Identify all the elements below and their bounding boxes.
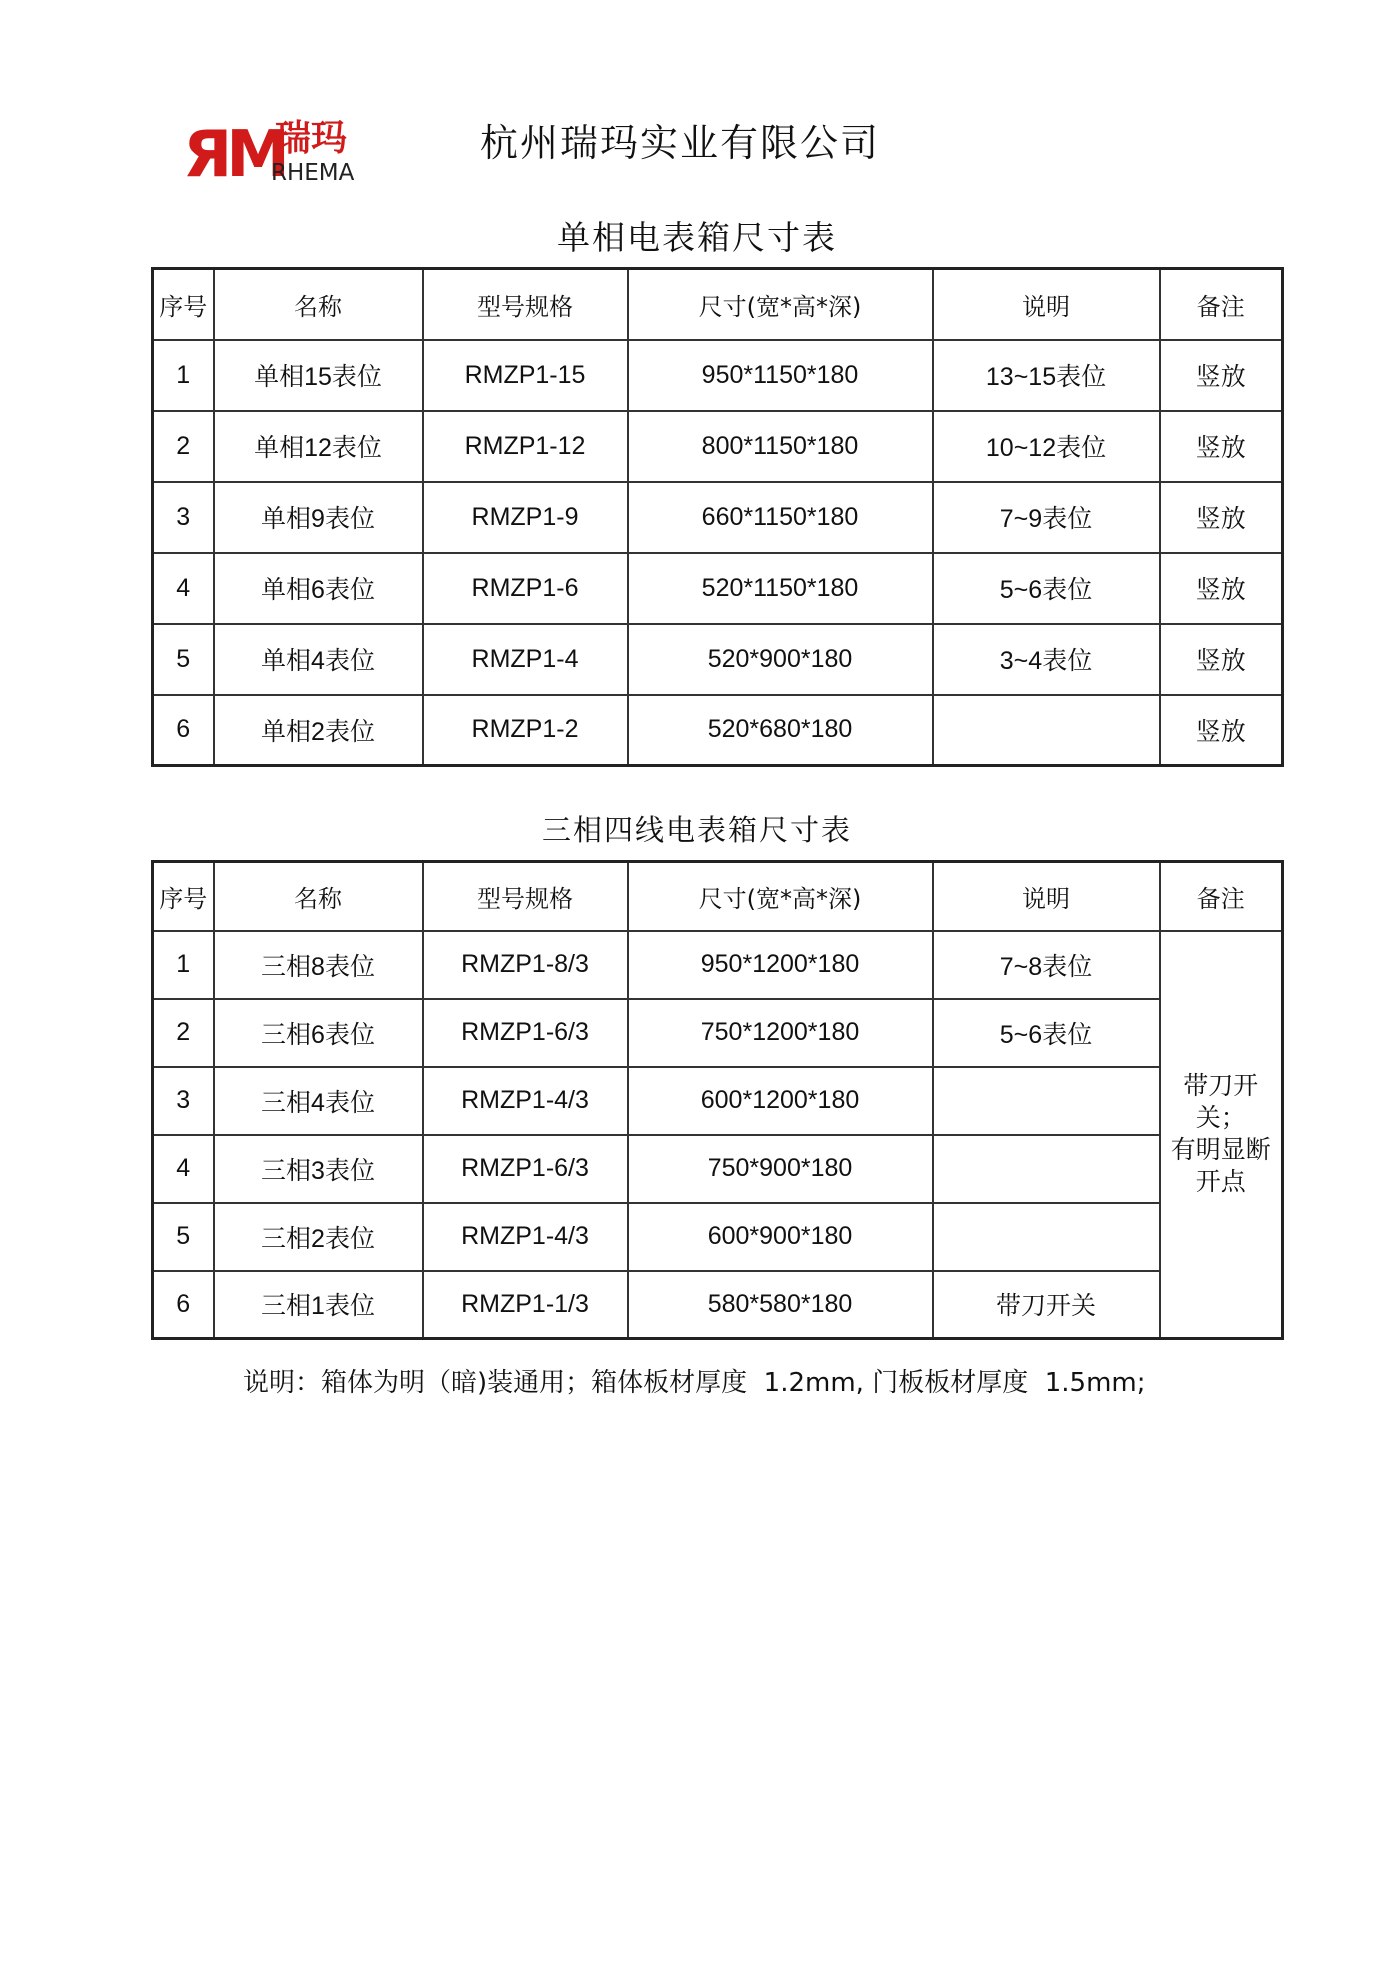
cell-desc: 带刀开关 — [933, 1271, 1160, 1339]
cell-size: 950*1200*180 — [628, 931, 933, 999]
merged-remark-line: 开点 — [1195, 1167, 1246, 1197]
cell-name: 三相3表位 — [214, 1135, 423, 1203]
company-logo — [183, 114, 363, 184]
table-row — [153, 411, 1283, 482]
header-name: 名称 — [214, 862, 423, 931]
cell-seq: 3 — [153, 1067, 214, 1135]
header-remark: 备注 — [1160, 862, 1283, 931]
table-row — [153, 1271, 1283, 1339]
cell-desc — [933, 1203, 1160, 1271]
cell-name: 三相4表位 — [214, 1067, 423, 1135]
cell-name: 单相4表位 — [214, 624, 423, 695]
footer-note: 说明：箱体为明（暗)装通用；箱体板材厚度 1.2mm, 门板板材厚度 1.5mm; — [243, 1368, 1146, 1398]
logo-en-text: RHEMA — [271, 160, 355, 184]
cell-seq: 4 — [153, 553, 214, 624]
cell-model: RMZP1-4/3 — [423, 1067, 628, 1135]
cell-model: RMZP1-1/3 — [423, 1271, 628, 1339]
header-name: 名称 — [214, 269, 423, 340]
table-row — [153, 1135, 1283, 1203]
cell-name: 单相2表位 — [214, 695, 423, 766]
table-row — [153, 340, 1283, 411]
cell-desc — [933, 1067, 1160, 1135]
cell-seq: 3 — [153, 482, 214, 553]
cell-desc — [933, 1135, 1160, 1203]
cell-remark: 竖放 — [1160, 624, 1283, 695]
logo-cn-text: 瑞玛 — [275, 118, 348, 159]
cell-name: 三相2表位 — [214, 1203, 423, 1271]
cell-remark: 竖放 — [1160, 553, 1283, 624]
table1-title: 单相电表箱尺寸表 — [557, 218, 837, 257]
table-row — [153, 931, 1283, 999]
cell-remark: 竖放 — [1160, 340, 1283, 411]
merged-remark-line: 带刀开关； — [1183, 1071, 1259, 1133]
cell-size: 660*1150*180 — [628, 482, 933, 553]
cell-desc: 3~4表位 — [933, 624, 1160, 695]
cell-size: 580*580*180 — [628, 1271, 933, 1339]
cell-desc: 10~12表位 — [933, 411, 1160, 482]
cell-seq: 5 — [153, 1203, 214, 1271]
table-row — [153, 482, 1283, 553]
cell-desc — [933, 695, 1160, 766]
single-phase-table — [151, 267, 1284, 767]
cell-name: 三相8表位 — [214, 931, 423, 999]
cell-model: RMZP1-8/3 — [423, 931, 628, 999]
cell-name: 单相12表位 — [214, 411, 423, 482]
cell-model: RMZP1-4 — [423, 624, 628, 695]
cell-desc: 7~9表位 — [933, 482, 1160, 553]
table1-header-row — [153, 269, 1283, 340]
cell-remark: 竖放 — [1160, 695, 1283, 766]
cell-seq: 6 — [153, 1271, 214, 1339]
cell-desc: 7~8表位 — [933, 931, 1160, 999]
cell-desc: 5~6表位 — [933, 999, 1160, 1067]
cell-model: RMZP1-6 — [423, 553, 628, 624]
cell-seq: 2 — [153, 999, 214, 1067]
cell-size: 520*1150*180 — [628, 553, 933, 624]
cell-name: 三相6表位 — [214, 999, 423, 1067]
merged-remark-line: 有明显断 — [1170, 1135, 1271, 1165]
table-row — [153, 1067, 1283, 1135]
table-row — [153, 624, 1283, 695]
cell-model: RMZP1-15 — [423, 340, 628, 411]
header-seq: 序号 — [153, 862, 214, 931]
header-remark: 备注 — [1160, 269, 1283, 340]
cell-model: RMZP1-6/3 — [423, 1135, 628, 1203]
cell-size: 750*1200*180 — [628, 999, 933, 1067]
header-size: 尺寸(宽*高*深) — [628, 862, 933, 931]
cell-name: 单相9表位 — [214, 482, 423, 553]
cell-model: RMZP1-9 — [423, 482, 628, 553]
table2-header-row — [153, 862, 1283, 931]
cell-size: 800*1150*180 — [628, 411, 933, 482]
header-model: 型号规格 — [423, 269, 628, 340]
cell-size: 520*900*180 — [628, 624, 933, 695]
header-model: 型号规格 — [423, 862, 628, 931]
cell-size: 750*900*180 — [628, 1135, 933, 1203]
merged-remark-cell — [1160, 931, 1283, 1339]
cell-model: RMZP1-2 — [423, 695, 628, 766]
cell-name: 三相1表位 — [214, 1271, 423, 1339]
logo-mark: ЯM — [183, 118, 284, 184]
table2-title: 三相四线电表箱尺寸表 — [541, 813, 852, 847]
cell-model: RMZP1-6/3 — [423, 999, 628, 1067]
table-row — [153, 553, 1283, 624]
cell-seq: 4 — [153, 1135, 214, 1203]
cell-seq: 6 — [153, 695, 214, 766]
cell-seq: 2 — [153, 411, 214, 482]
table-row — [153, 1203, 1283, 1271]
cell-size: 950*1150*180 — [628, 340, 933, 411]
header-desc: 说明 — [933, 862, 1160, 931]
header-size: 尺寸(宽*高*深) — [628, 269, 933, 340]
cell-size: 600*1200*180 — [628, 1067, 933, 1135]
cell-size: 600*900*180 — [628, 1203, 933, 1271]
cell-remark: 竖放 — [1160, 411, 1283, 482]
header-desc: 说明 — [933, 269, 1160, 340]
cell-seq: 1 — [153, 931, 214, 999]
three-phase-table — [151, 860, 1284, 1340]
cell-desc: 13~15表位 — [933, 340, 1160, 411]
company-name: 杭州瑞玛实业有限公司 — [480, 121, 881, 165]
cell-model: RMZP1-12 — [423, 411, 628, 482]
cell-name: 单相6表位 — [214, 553, 423, 624]
table-row — [153, 695, 1283, 766]
cell-name: 单相15表位 — [214, 340, 423, 411]
cell-seq: 5 — [153, 624, 214, 695]
cell-size: 520*680*180 — [628, 695, 933, 766]
header-seq: 序号 — [153, 269, 214, 340]
table-row — [153, 999, 1283, 1067]
cell-seq: 1 — [153, 340, 214, 411]
cell-remark: 竖放 — [1160, 482, 1283, 553]
cell-desc: 5~6表位 — [933, 553, 1160, 624]
cell-model: RMZP1-4/3 — [423, 1203, 628, 1271]
